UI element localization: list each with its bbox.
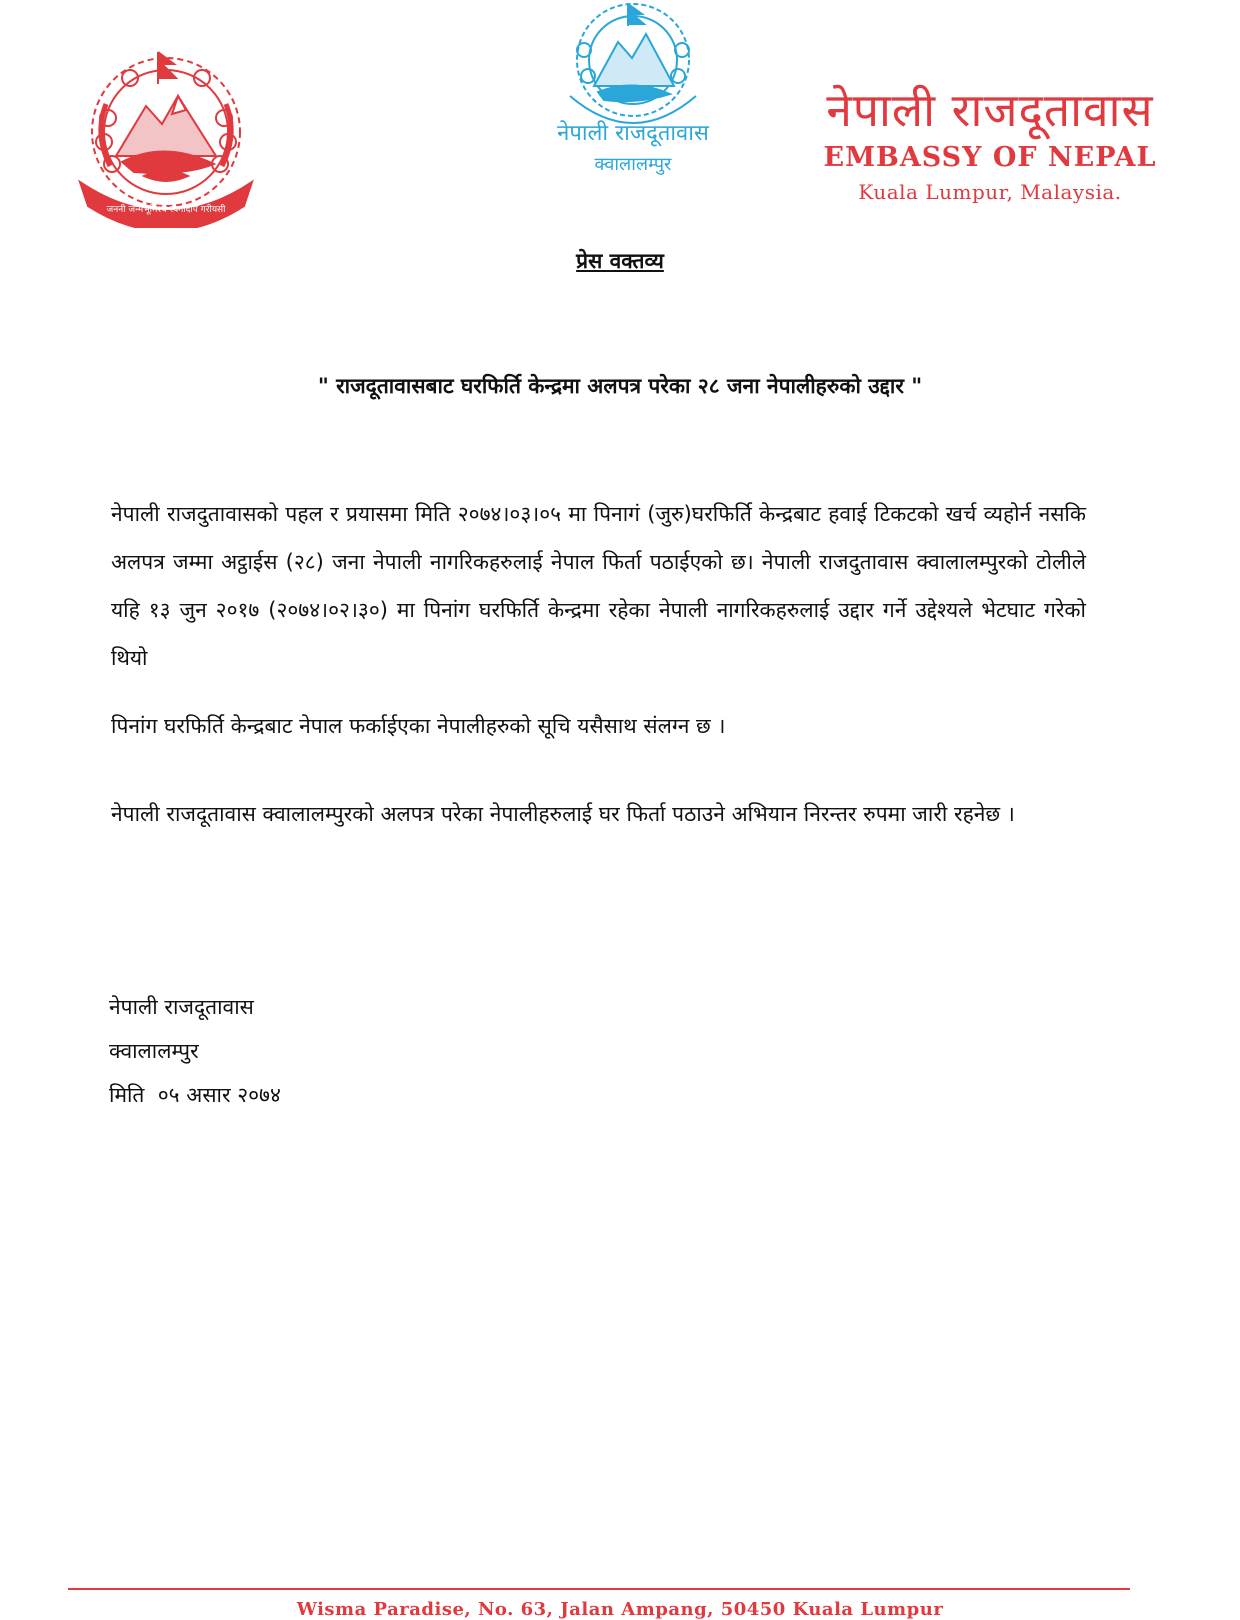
body-paragraph-2: पिनांग घरफिर्ति केन्द्रबाट नेपाल फर्काईएका नेपालीहरुको सूचि यसैसाथ संलग्न छ ।: [111, 714, 726, 738]
embassy-name-nepali: नेपाली राजदूतावास: [826, 83, 1154, 137]
embassy-name-english: EMBASSY OF NEPAL: [823, 142, 1157, 173]
body-paragraph-1: नेपाली राजदुतावासको पहल र प्रयासमा मिति २०७४।०३।०५ मा पिनागं (जुरु)घरफिर्ति केन्द्रबाट हवाई टिकटको खर्च व्यहोर्न नसकि अलपत्र जम्मा अट्ठाईस (२८) जना नेपाली नागरिकहरुलाई नेपाल फिर्ता पठाईएको छ। नेपाली राजदुतावास क्वालालम्पुरको टोलीले यहि १३ जुन २०१७ (२०७४।०२।३०) मा पिनांग घरफिर्ति केन्द्रमा रहेका नेपाली नागरिकहरुलाई उद्दार गर्ने उद्देश्यले भेटघाट गरेको थियो: [111, 502, 1086, 670]
svg-text:क्वालालम्पुर: क्वालालम्पुर: [594, 154, 672, 175]
document-heading: प्रेस वक्तव्य: [576, 249, 664, 273]
signature-city: क्वालालम्पुर: [109, 1039, 199, 1063]
signature-date: मिति ०५ असार २०७४: [109, 1083, 281, 1107]
svg-text:जननी जन्मभूमिश्च स्वर्गादपि गर: जननी जन्मभूमिश्च स्वर्गादपि गरीयसी: [106, 205, 226, 215]
signature-block: [109, 985, 281, 1117]
footer-divider: [68, 1588, 1130, 1590]
body-paragraph-3: नेपाली राजदूतावास क्वालालम्पुरको अलपत्र परेका नेपालीहरुलाई घर फिर्ता पठाउने अभियान निरन्तर रुपमा जारी रहनेछ ।: [111, 802, 1015, 826]
press-subject: " राजदूतावासबाट घरफिर्ति केन्द्रमा अलपत्र परेका २८ जना नेपालीहरुको उद्दार ": [317, 374, 923, 398]
svg-text:नेपाली राजदूतावास: नेपाली राजदूतावास: [557, 121, 709, 146]
letterhead-title-block: [800, 82, 1180, 206]
embassy-location: Kuala Lumpur, Malaysia.: [858, 180, 1122, 204]
nepal-emblem-logo: [74, 44, 258, 228]
footer-address: Wisma Paradise, No. 63, Jalan Ampang, 50450 Kuala Lumpur: [296, 1599, 944, 1620]
signature-organization: नेपाली राजदूतावास: [109, 995, 254, 1019]
embassy-stamp-logo: [548, 0, 718, 190]
